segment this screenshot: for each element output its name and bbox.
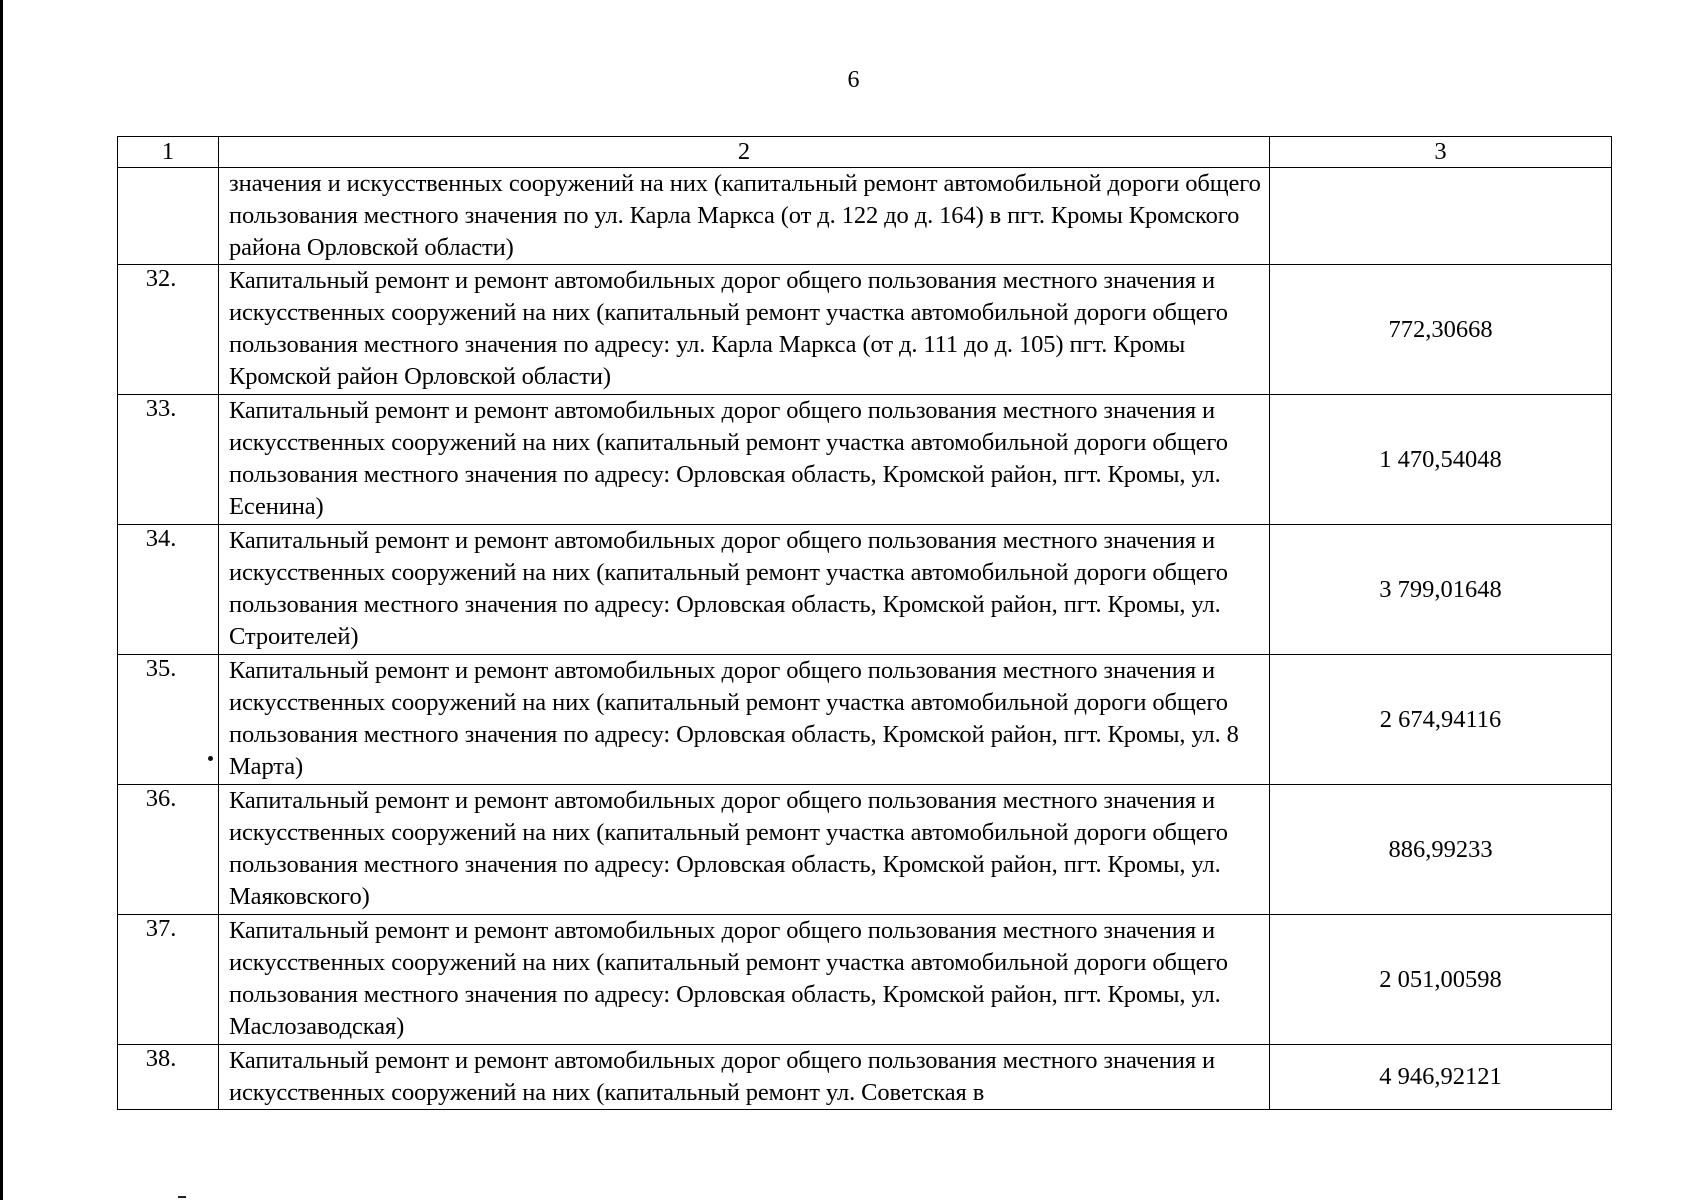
row-number-cell xyxy=(118,168,219,265)
row-description: Капитальный ремонт и ремонт автомобильных дорог общего пользования местного значения и искусственных сооружений на них (капитальный ремонт участка автомобильной дороги общего пользования местного значения по адресу: ул. Карла Маркса (от д. 111 до д. 105) пгт. Кромы Кромской район Орловской области) xyxy=(219,265,1270,395)
row-number: 33. xyxy=(118,395,219,525)
row-number: 36. xyxy=(118,785,219,915)
table-row xyxy=(118,785,1612,915)
row-description: Капитальный ремонт и ремонт автомобильных дорог общего пользования местного значения и искусственных сооружений на них (капитальный ремонт участка автомобильной дороги общего пользования местного значения по адресу: Орловская область, Кромской район, пгт. Кромы, ул. Маяковского) xyxy=(219,785,1270,915)
row-amount: 4 946,92121 xyxy=(1270,1045,1612,1110)
row-number: 37. xyxy=(118,915,219,1045)
table-row-continuation xyxy=(118,168,1612,265)
table-row xyxy=(118,915,1612,1045)
row-number: 32. xyxy=(118,265,219,395)
page-number: 6 xyxy=(847,67,860,93)
row-description: Капитальный ремонт и ремонт автомобильных дорог общего пользования местного значения и искусственных сооружений на них (капитальный ремонт участка автомобильной дороги общего пользования местного значения по адресу: Орловская область, Кромской район, пгт. Кромы, ул. 8 Марта) xyxy=(219,655,1270,785)
row-description: значения и искусственных сооружений на них (капитальный ремонт автомобильной дороги общего пользования местного значения по ул. Карла Маркса (от д. 122 до д. 164) в пгт. Кромы Кромского района Орловской области) xyxy=(219,168,1270,265)
row-description: Капитальный ремонт и ремонт автомобильных дорог общего пользования местного значения и искусственных сооружений на них (капитальный ремонт ул. Советская в xyxy=(219,1045,1270,1110)
appropriations-table xyxy=(117,136,1612,1110)
table-row xyxy=(118,395,1612,525)
table-row xyxy=(118,655,1612,785)
row-description: Капитальный ремонт и ремонт автомобильных дорог общего пользования местного значения и искусственных сооружений на них (капитальный ремонт участка автомобильной дороги общего пользования местного значения по адресу: Орловская область, Кромской район, пгт. Кромы, ул. Маслозаводская) xyxy=(219,915,1270,1045)
row-number: 38. xyxy=(118,1045,219,1110)
row-amount: 2 674,94116 xyxy=(1270,655,1612,785)
scan-left-edge xyxy=(0,0,3,1200)
table-row xyxy=(118,265,1612,395)
row-description: Капитальный ремонт и ремонт автомобильных дорог общего пользования местного значения и искусственных сооружений на них (капитальный ремонт участка автомобильной дороги общего пользования местного значения по адресу: Орловская область, Кромской район, пгт. Кромы, ул. Строителей) xyxy=(219,525,1270,655)
scan-speck xyxy=(208,756,213,761)
row-amount: 2 051,00598 xyxy=(1270,915,1612,1045)
row-number: 34. xyxy=(118,525,219,655)
column-header-3: 3 xyxy=(1270,137,1612,168)
row-amount: 1 470,54048 xyxy=(1270,395,1612,525)
row-amount xyxy=(1270,168,1612,265)
column-header-1: 1 xyxy=(118,137,219,168)
row-amount: 886,99233 xyxy=(1270,785,1612,915)
row-amount: 3 799,01648 xyxy=(1270,525,1612,655)
row-amount: 772,30668 xyxy=(1270,265,1612,395)
row-description: Капитальный ремонт и ремонт автомобильных дорог общего пользования местного значения и искусственных сооружений на них (капитальный ремонт участка автомобильной дороги общего пользования местного значения по адресу: Орловская область, Кромской район, пгт. Кромы, ул. Есенина) xyxy=(219,395,1270,525)
column-header-2: 2 xyxy=(219,137,1270,168)
table-header-row xyxy=(118,137,1612,168)
scan-speck xyxy=(178,1196,186,1198)
table-row xyxy=(118,525,1612,655)
table-row xyxy=(118,1045,1612,1110)
row-number: 35. xyxy=(118,655,219,785)
